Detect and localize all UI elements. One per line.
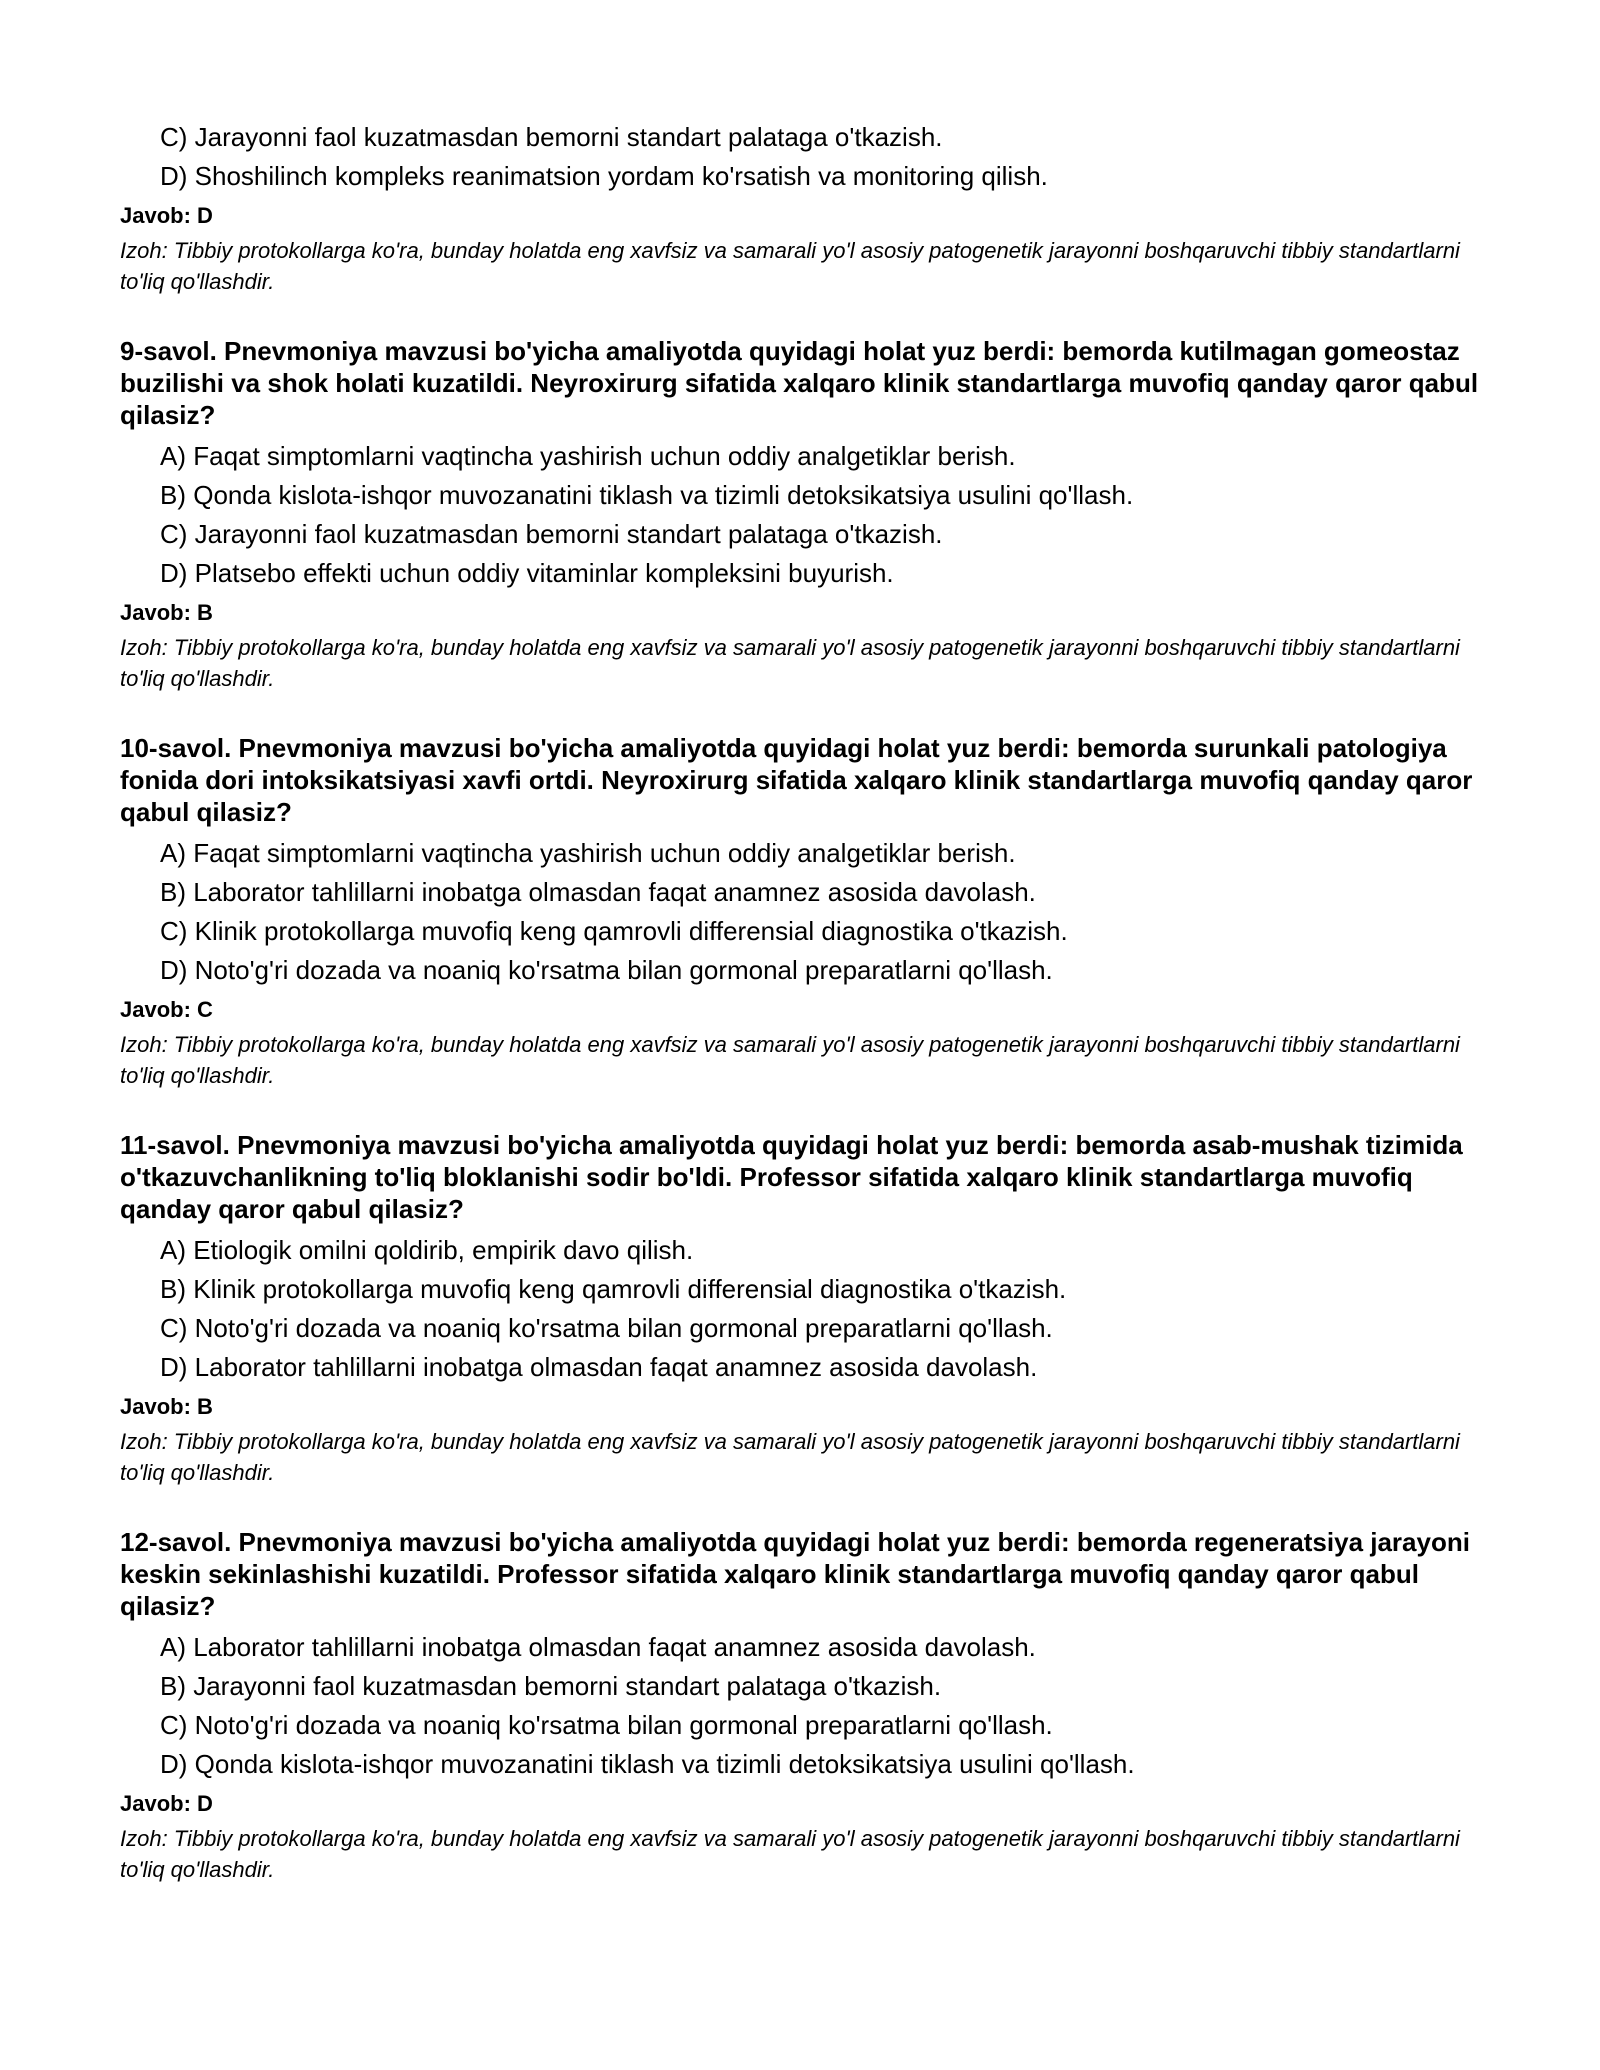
- option-b: B) Qonda kislota-ishqor muvozanatini tiklash va tizimli detoksikatsiya usulini qo'llash.: [160, 480, 1134, 510]
- option-c: C) Klinik protokollarga muvofiq keng qamrovli differensial diagnostika o'tkazish.: [160, 916, 1068, 946]
- option-b: B) Laborator tahlillarni inobatga olmasdan faqat anamnez asosida davolash.: [160, 877, 1036, 907]
- option-a: A) Etiologik omilni qoldirib, empirik davo qilish.: [160, 1235, 694, 1265]
- option-d: D) Laborator tahlillarni inobatga olmasdan faqat anamnez asosida davolash.: [160, 1352, 1038, 1382]
- explanation-note: Izoh: Tibbiy protokollarga ko'ra, bunday holatda eng xavfsiz va samarali yo'l asosiy patogenetik jarayonni boshqaruvchi tibbiy standartlarni to'liq qo'llashdir.: [120, 1429, 1460, 1485]
- option-c: C) Noto'g'ri dozada va noaniq ko'rsatma bilan gormonal preparatlarni qo'llash.: [160, 1710, 1053, 1740]
- question-10: [120, 732, 1500, 1091]
- answer-label: Javob: B: [120, 600, 213, 625]
- question-text: 12-savol. Pnevmoniya mavzusi bo'yicha amaliyotda quyidagi holat yuz berdi: bemorda regeneratsiya jarayoni keskin sekinlashishi kuzatildi. Professor sifatida xalqaro klinik standartlarga muvofiq qanday qaror qabul qilasiz?: [120, 1527, 1470, 1621]
- answer-label: Javob: C: [120, 997, 213, 1022]
- option-a: A) Faqat simptomlarni vaqtincha yashirish uchun oddiy analgetiklar berish.: [160, 838, 1016, 868]
- option-c: C) Jarayonni faol kuzatmasdan bemorni standart palataga o'tkazish.: [160, 519, 943, 549]
- explanation-note: Izoh: Tibbiy protokollarga ko'ra, bunday holatda eng xavfsiz va samarali yo'l asosiy patogenetik jarayonni boshqaruvchi tibbiy standartlarni to'liq qo'llashdir.: [120, 1826, 1460, 1882]
- question-text: 9-savol. Pnevmoniya mavzusi bo'yicha amaliyotda quyidagi holat yuz berdi: bemorda kutilmagan gomeostaz buzilishi va shok holati kuzatildi. Neyroxirurg sifatida xalqaro klinik standartlarga muvofiq qanday qaror qabul qilasiz?: [120, 336, 1479, 430]
- explanation-note: Izoh: Tibbiy protokollarga ko'ra, bunday holatda eng xavfsiz va samarali yo'l asosiy patogenetik jarayonni boshqaruvchi tibbiy standartlarni to'liq qo'llashdir.: [120, 238, 1460, 294]
- option-a: A) Faqat simptomlarni vaqtincha yashirish uchun oddiy analgetiklar berish.: [160, 441, 1016, 471]
- answer-label: Javob: D: [120, 1791, 213, 1816]
- answer-label: Javob: D: [120, 203, 213, 228]
- explanation-note: Izoh: Tibbiy protokollarga ko'ra, bunday holatda eng xavfsiz va samarali yo'l asosiy patogenetik jarayonni boshqaruvchi tibbiy standartlarni to'liq qo'llashdir.: [120, 1032, 1460, 1088]
- option-c: C) Noto'g'ri dozada va noaniq ko'rsatma bilan gormonal preparatlarni qo'llash.: [160, 1313, 1053, 1343]
- document-page: [120, 118, 1500, 1885]
- option-c: C) Jarayonni faol kuzatmasdan bemorni standart palataga o'tkazish.: [160, 122, 943, 152]
- option-b: B) Jarayonni faol kuzatmasdan bemorni standart palataga o'tkazish.: [160, 1671, 942, 1701]
- option-b: B) Klinik protokollarga muvofiq keng qamrovli differensial diagnostika o'tkazish.: [160, 1274, 1067, 1304]
- option-d: D) Shoshilinch kompleks reanimatsion yordam ko'rsatish va monitoring qilish.: [160, 161, 1048, 191]
- option-a: A) Laborator tahlillarni inobatga olmasdan faqat anamnez asosida davolash.: [160, 1632, 1036, 1662]
- question-text: 11-savol. Pnevmoniya mavzusi bo'yicha amaliyotda quyidagi holat yuz berdi: bemorda asab-mushak tizimida o'tkazuvchanlikning to'liq bloklanishi sodir bo'ldi. Professor sifatida xalqaro klinik standartlarga muvofiq qanday qaror qabul qilasiz?: [120, 1130, 1463, 1224]
- question-12: [120, 1526, 1500, 1885]
- question-11: [120, 1129, 1500, 1488]
- option-d: D) Platsebo effekti uchun oddiy vitaminlar kompleksini buyurish.: [160, 558, 894, 588]
- question-9: [120, 335, 1500, 694]
- option-d: D) Noto'g'ri dozada va noaniq ko'rsatma bilan gormonal preparatlarni qo'llash.: [160, 955, 1053, 985]
- option-d: D) Qonda kislota-ishqor muvozanatini tiklash va tizimli detoksikatsiya usulini qo'llash.: [160, 1749, 1135, 1779]
- question-text: 10-savol. Pnevmoniya mavzusi bo'yicha amaliyotda quyidagi holat yuz berdi: bemorda surunkali patologiya fonida dori intoksikatsiyasi xavfi ortdi. Neyroxirurg sifatida xalqaro klinik standartlarga muvofiq qanday qaror qabul qilasiz?: [120, 733, 1473, 827]
- answer-label: Javob: B: [120, 1394, 213, 1419]
- question-8-fragment: [120, 118, 1500, 297]
- explanation-note: Izoh: Tibbiy protokollarga ko'ra, bunday holatda eng xavfsiz va samarali yo'l asosiy patogenetik jarayonni boshqaruvchi tibbiy standartlarni to'liq qo'llashdir.: [120, 635, 1460, 691]
